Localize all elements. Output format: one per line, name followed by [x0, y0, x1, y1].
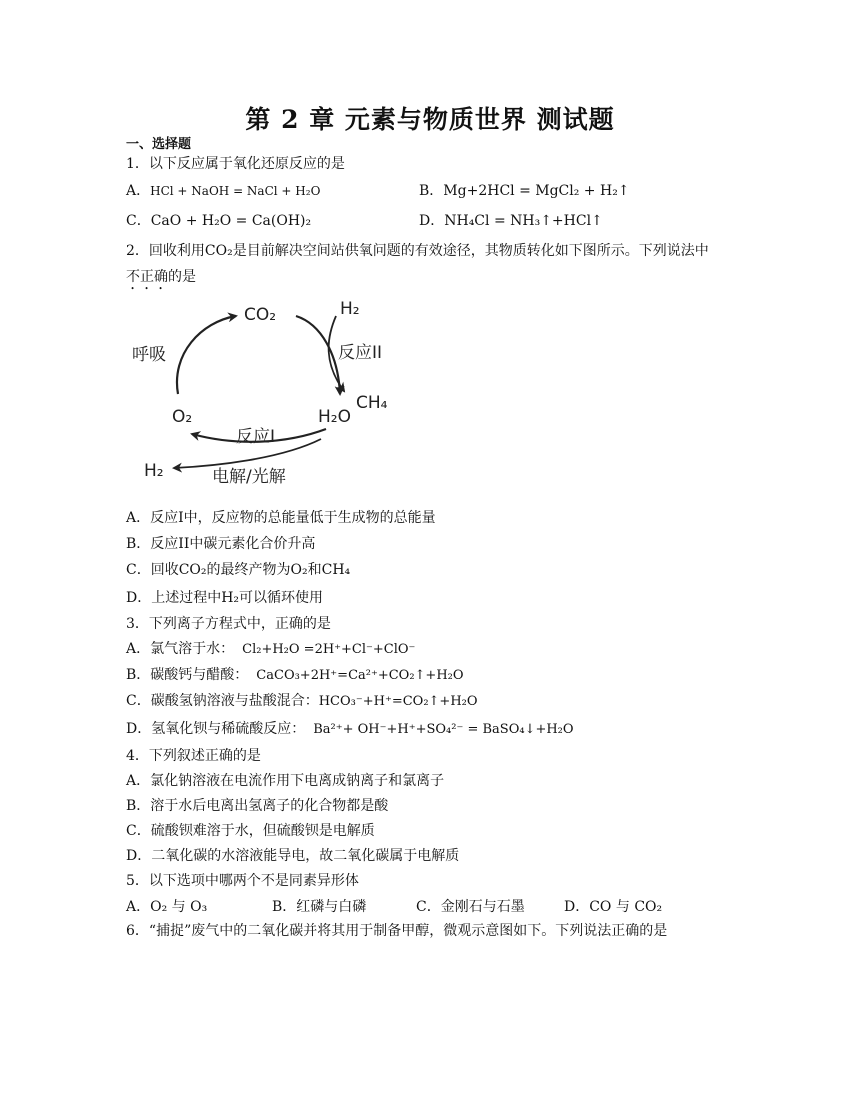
q4-option-a: A．氯化钠溶液在电流作用下电离成钠离子和氯离子 — [126, 773, 445, 789]
q5-option-c: C．金刚石与石墨 — [416, 899, 525, 915]
reaction1-label: 反应I — [236, 427, 276, 447]
q1-option-b-label: B． — [419, 183, 444, 199]
conversion-cycle-diagram — [126, 294, 416, 494]
q1-option-b — [419, 182, 630, 200]
q2-stem-line1: 2．回收利用CO₂是目前解决空间站供氧问题的有效途径，其物质转化如下图所示。下列说法中 — [126, 243, 709, 259]
breathing-label: 呼吸 — [132, 345, 166, 365]
q3-option-d-label: D．氢氧化钡与稀硫酸反应： — [126, 721, 306, 737]
q3-option-c — [126, 692, 478, 711]
q1-stem: 1．以下反应属于氧化还原反应的是 — [126, 156, 345, 172]
q2-stem-tail: 的是 — [168, 269, 196, 285]
q3-option-d-equation: Ba²⁺+ OH⁻+H⁺+SO₄²⁻ = BaSO₄↓+H₂O — [313, 722, 574, 737]
o2-label: O₂ — [172, 407, 193, 427]
breathing-arrow — [177, 316, 236, 394]
q5-option-a: A．O₂ 与 O₃ — [126, 899, 208, 915]
page-title: 第 2 章 元素与物质世界 测试题 — [245, 105, 615, 134]
q2-stem-line2 — [126, 268, 196, 293]
q3-option-c-label: C．碳酸氢钠溶液与盐酸混合： — [126, 693, 319, 709]
q3-stem: 3．下列离子方程式中，正确的是 — [126, 616, 331, 632]
q5-option-d: D．CO 与 CO₂ — [564, 899, 663, 915]
q2-option-a: A．反应I中，反应物的总能量低于生成物的总能量 — [126, 510, 436, 526]
q1-option-a — [126, 182, 320, 200]
q1-option-d-text: NH₄Cl = NH₃↑+HCl↑ — [444, 213, 603, 229]
q3-option-a — [126, 640, 415, 659]
q4-stem: 4．下列叙述正确的是 — [126, 748, 261, 764]
q1-option-d-label: D． — [419, 213, 445, 229]
q1-option-d — [419, 212, 603, 230]
q3-option-a-label: A．氯气溶于水： — [126, 641, 235, 657]
co2-label: CO₂ — [244, 305, 277, 325]
electrolysis-label: 电解/光解 — [212, 467, 286, 487]
q1-option-a-label: A． — [126, 183, 151, 199]
h2-bottom-label: H₂ — [144, 461, 164, 481]
q5-option-b: B．红磷与白磷 — [272, 899, 367, 915]
q3-option-b-equation: CaCO₃+2H⁺=Ca²⁺+CO₂↑+H₂O — [256, 668, 464, 683]
q1-option-b-text: Mg+2HCl = MgCl₂ + H₂↑ — [443, 183, 630, 199]
q3-option-a-equation: Cl₂+H₂O =2H⁺+Cl⁻+ClO⁻ — [242, 642, 416, 657]
q2-option-c: C．回收CO₂的最终产物为O₂和CH₄ — [126, 562, 351, 578]
section-heading: 一、选择题 — [126, 137, 192, 152]
q6-stem: 6．“捕捉”废气中的二氧化碳并将其用于制备甲醇，微观示意图如下。下列说法正确的是 — [126, 923, 668, 939]
q1-option-a-text: HCl + NaOH = NaCl + H₂O — [150, 184, 321, 198]
q1-option-c-label: C． — [126, 213, 151, 229]
q3-option-b-label: B．碳酸钙与醋酸： — [126, 667, 249, 683]
q2-option-b: B．反应II中碳元素化合价升高 — [126, 536, 316, 552]
q3-option-b — [126, 666, 464, 685]
h2o-label: H₂O — [318, 407, 351, 427]
q2-emphasis-text: 不正确 — [126, 269, 168, 285]
q2-option-d: D．上述过程中H₂可以循环使用 — [126, 590, 324, 606]
q1-option-c — [126, 212, 311, 230]
q3-option-d — [126, 720, 574, 739]
q5-stem: 5．以下选项中哪两个不是同素异形体 — [126, 873, 359, 889]
q3-option-c-equation: HCO₃⁻+H⁺=CO₂↑+H₂O — [318, 694, 478, 709]
q4-option-d: D．二氧化碳的水溶液能导电，故二氧化碳属于电解质 — [126, 848, 460, 864]
ch4-label: CH₄ — [356, 393, 388, 413]
q4-option-c: C．硫酸钡难溶于水，但硫酸钡是电解质 — [126, 823, 375, 839]
q1-option-c-text: CaO + H₂O = Ca(OH)₂ — [150, 213, 312, 229]
reaction2-label: 反应II — [338, 343, 383, 363]
h2-top-label: H₂ — [340, 299, 360, 319]
q4-option-b: B．溶于水后电离出氢离子的化合物都是酸 — [126, 798, 389, 814]
co2-to-h2o-arrow — [296, 316, 340, 394]
